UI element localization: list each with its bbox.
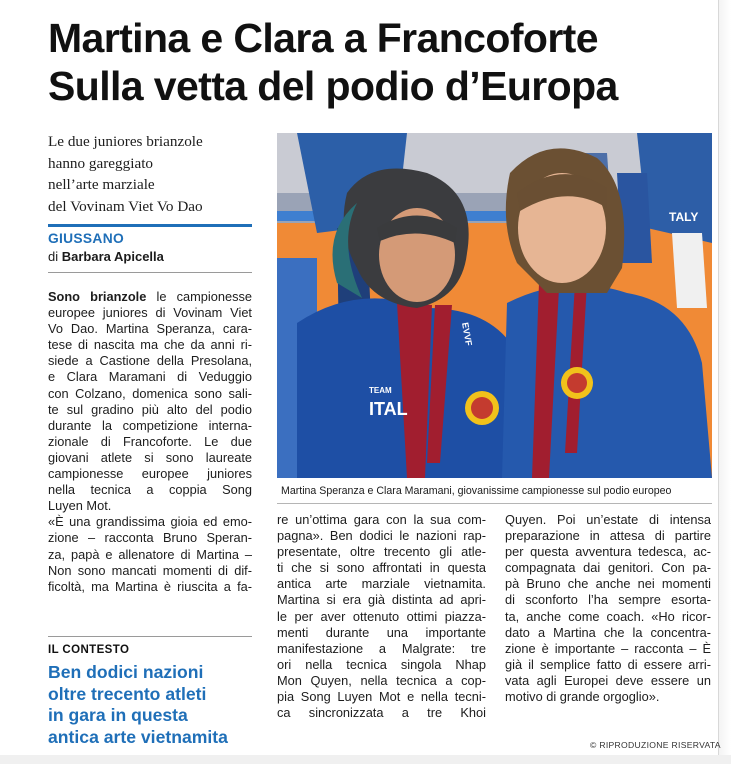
column-line: manifestazione a Malgrate: tre bbox=[277, 640, 486, 656]
article-column-3 bbox=[505, 512, 711, 705]
column-line: ficoltà, ma Martina è riuscita a fa- bbox=[48, 578, 252, 594]
byline bbox=[48, 249, 164, 264]
article-column-2 bbox=[277, 512, 486, 721]
column-line: ca sincronizzata a tre Khoi bbox=[277, 705, 486, 721]
column-line: ti che si sono affrontati in questa bbox=[277, 560, 486, 576]
article-column-1 bbox=[48, 289, 252, 595]
column-line: za, papà e allenatore di Martina – bbox=[48, 546, 252, 562]
context-title-line: antica arte vietnamita bbox=[48, 726, 228, 747]
column-line: con Colzano, domenica sono sali- bbox=[48, 385, 252, 401]
byline-prefix: di bbox=[48, 249, 59, 264]
caption-divider bbox=[277, 503, 712, 504]
column-line: Vo Dao. Martina Speranza, cara- bbox=[48, 321, 252, 337]
byline-author: Barbara Apicella bbox=[61, 249, 164, 264]
photo-illustration bbox=[277, 133, 712, 478]
column-line: già il semplice fatto di essere arri- bbox=[505, 656, 711, 672]
ribbon-text: EVVF bbox=[460, 321, 474, 347]
column-line: campionesse europee juniores bbox=[48, 466, 252, 482]
headline-line: Martina e Clara a Francoforte bbox=[48, 15, 598, 61]
context-title-line: oltre trecento atleti bbox=[48, 683, 207, 704]
column-line bbox=[48, 289, 252, 305]
column-line: ta, anche come coach. «Ho ricor- bbox=[505, 608, 711, 624]
context-title-line: Ben dodici nazioni bbox=[48, 662, 204, 682]
column-line: menti durante una importante bbox=[277, 624, 486, 640]
column-line: e Clara Maramani di Veduggio bbox=[48, 369, 252, 385]
deck-line: del Vovinam Viet Vo Dao bbox=[48, 197, 203, 215]
column-line: pà Bruno che anche nei momenti bbox=[505, 576, 711, 592]
column-line: pia Song Luyen Mot e nella tecni- bbox=[277, 689, 486, 705]
column-line: zionale di Francoforte. Le due bbox=[48, 433, 252, 449]
column-line: re un’ottima gara con la sua com- bbox=[277, 512, 486, 527]
deck-line: Le due juniores brianzole bbox=[48, 133, 203, 150]
column-line: europee juniores di Vovinam Viet bbox=[48, 305, 252, 321]
team-text: TEAM bbox=[369, 386, 392, 395]
context-divider bbox=[48, 636, 252, 637]
column-line: Mon Quyen, nella tecnica a cop- bbox=[277, 672, 486, 688]
context-label: IL CONTESTO bbox=[48, 644, 130, 656]
column-line: zione – racconta Bruno Speran- bbox=[48, 530, 252, 546]
column-line: durante la competizione interna- bbox=[48, 417, 252, 433]
lead-rest: le campionesse bbox=[146, 289, 252, 304]
article-deck bbox=[48, 131, 258, 217]
context-title bbox=[48, 662, 258, 748]
column-line: dato a Martina che la concentra- bbox=[505, 624, 711, 640]
page-edge-shadow bbox=[719, 0, 731, 764]
column-line: preparazione in attesa di partire bbox=[505, 528, 711, 544]
column-line: ori nella tecnica singola Nhap bbox=[277, 656, 486, 672]
jacket-text-right: TALY bbox=[669, 210, 699, 224]
column-line: Non sono mancati momenti di dif- bbox=[48, 562, 252, 578]
column-line: motivo di grande orgoglio». bbox=[505, 689, 660, 705]
byline-divider bbox=[48, 272, 252, 273]
column-line: compagnata dai genitori. Con pa- bbox=[505, 560, 711, 576]
headline bbox=[48, 14, 718, 110]
column-line: per questa avventura tedesca, ac- bbox=[505, 544, 711, 560]
column-line: giovani atlete si sono laureate bbox=[48, 449, 252, 465]
dateline-location: GIUSSANO bbox=[48, 231, 124, 246]
column-line: antica arte marziale vietnamita. bbox=[277, 576, 486, 592]
jacket-text-left: ITAL bbox=[369, 399, 408, 419]
page-bottom-band bbox=[0, 755, 731, 764]
column-line: Martina si era già distinta ad apri- bbox=[277, 592, 486, 608]
photo-caption: Martina Speranza e Clara Maramani, giovanissime campionesse sul podio europeo bbox=[281, 485, 672, 497]
article-photo bbox=[277, 133, 712, 478]
headline-line: Sulla vetta del podio d’Europa bbox=[48, 63, 618, 109]
column-line: Quyen. Poi un’estate di intensa bbox=[505, 512, 711, 527]
column-line: nella tecnica a coppia Song bbox=[48, 482, 252, 498]
column-line: te sul gradino più alto del podio bbox=[48, 401, 252, 417]
copyright-notice: © RIPRODUZIONE RISERVATA bbox=[590, 740, 721, 750]
column-line: vata agli Europei deve essere un bbox=[505, 672, 711, 688]
column-line: Luyen Mot. bbox=[48, 498, 112, 514]
column-line: tese di nascita ma che da anni ri- bbox=[48, 337, 252, 353]
deck-line: nell’arte marziale bbox=[48, 176, 155, 194]
column-line: le per aver ottenuto ottimi piazza- bbox=[277, 608, 486, 624]
column-line: pagna». Ben dodici le nazioni rap- bbox=[277, 528, 486, 544]
deck-line: hanno gareggiato bbox=[48, 154, 154, 172]
column-line: zione è importante – racconta – È bbox=[505, 640, 711, 656]
context-title-line: in gara in questa bbox=[48, 705, 188, 726]
accent-divider bbox=[48, 224, 252, 227]
column-line: siede a Castione della Presolana, bbox=[48, 353, 252, 369]
column-line: «È una grandissima gioia ed emo- bbox=[48, 514, 252, 530]
column-line: presentate, oltre trecento gli atle- bbox=[277, 544, 486, 560]
lead-in: Sono brianzole bbox=[48, 289, 147, 304]
column-line: di sconforto l’ha sempre esorta- bbox=[505, 592, 711, 608]
